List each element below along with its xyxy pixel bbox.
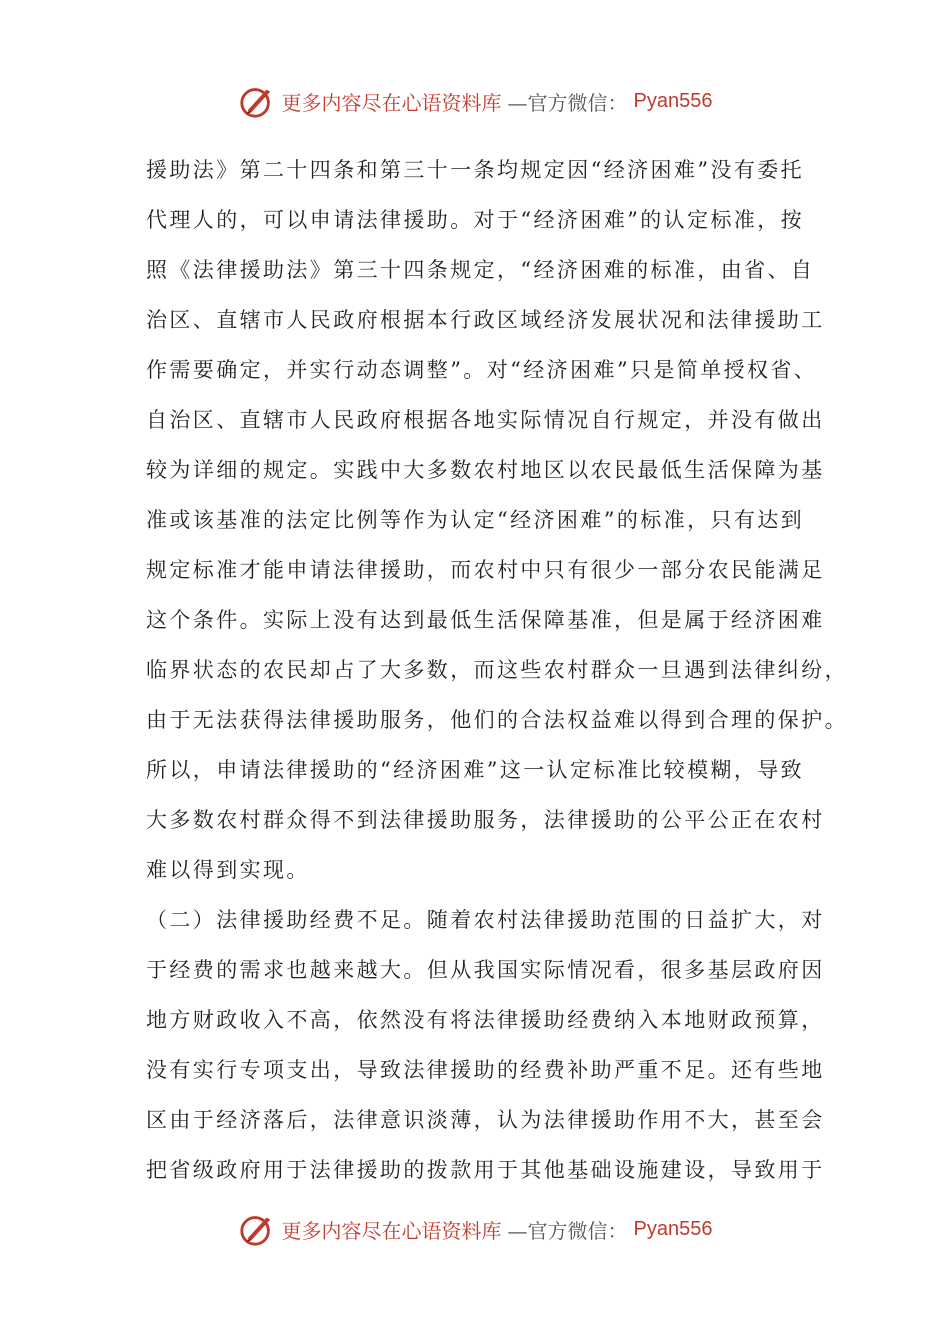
body-line: 代理人的，可以申请法律援助。对于“经济困难”的认定标准，按 [146,208,805,232]
body-line: 地方财政收入不高，依然没有将法律援助经费纳入本地财政预算， [146,1008,825,1032]
footer-wechat-label: —官方微信： [507,1218,628,1243]
header-wechat-label: —官方微信： [507,90,628,115]
body-line: 这个条件。实际上没有达到最低生活保障基准，但是属于经济困难 [146,608,825,632]
body-line: 临界状态的农民却占了大多数，而这些农村群众一旦遇到法律纠纷， [146,658,848,682]
body-line: 大多数农村群众得不到法律援助服务，法律援助的公平公正在农村 [146,808,825,832]
body-line: 自治区、直辖市人民政府根据各地实际情况自行规定，并没有做出 [146,408,825,432]
document-body [146,152,848,1202]
header-banner [0,82,950,120]
body-line: 治区、直辖市人民政府根据本行政区域经济发展状况和法律援助工 [146,308,825,332]
header-site-name: 更多内容尽在心语资料库 [281,90,502,115]
body-line: 把省级政府用于法律援助的拨款用于其他基础设施建设，导致用于 [146,1158,825,1182]
header-wechat-id: Pyan556 [633,89,713,112]
body-line: 作需要确定，并实行动态调整”。对“经济困难”只是简单授权省、 [146,358,818,382]
pen-seal-logo-icon [238,1210,276,1248]
pen-seal-logo-icon [238,82,276,120]
footer-site-name: 更多内容尽在心语资料库 [281,1218,502,1243]
body-line: 由于无法获得法律援助服务，他们的合法权益难以得到合理的保护。 [146,708,848,732]
body-line: 规定标准才能申请法律援助，而农村中只有很少一部分农民能满足 [146,558,825,582]
body-line: 难以得到实现。 [146,858,310,882]
body-line: 区由于经济落后，法律意识淡薄，认为法律援助作用不大，甚至会 [146,1108,825,1132]
body-line: 较为详细的规定。实践中大多数农村地区以农民最低生活保障为基 [146,458,825,482]
body-line: （二）法律援助经费不足。随着农村法律援助范围的日益扩大，对 [146,908,825,932]
body-line: 援助法》第二十四条和第三十一条均规定因“经济困难”没有委托 [146,158,805,182]
footer-wechat-id: Pyan556 [633,1217,713,1240]
body-line: 准或该基准的法定比例等作为认定“经济困难”的标准，只有达到 [146,508,805,532]
body-line: 照《法律援助法》第三十四条规定，“经济困难的标准，由省、自 [146,258,815,282]
body-line: 于经费的需求也越来越大。但从我国实际情况看，很多基层政府因 [146,958,825,982]
footer-banner [0,1210,950,1248]
body-line: 所以，申请法律援助的“经济困难”这一认定标准比较模糊，导致 [146,758,805,782]
body-line: 没有实行专项支出，导致法律援助的经费补助严重不足。还有些地 [146,1058,825,1082]
